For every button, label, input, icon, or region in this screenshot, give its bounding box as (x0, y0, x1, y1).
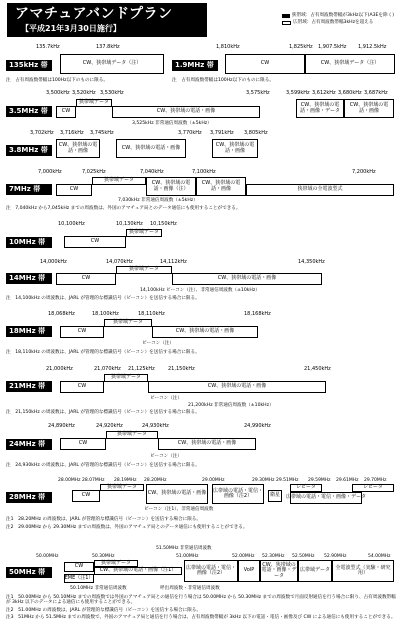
band-note: 注 14,100kHz の周波数は、JARL が管理的な標識信号（ビーコン）を送信する場合に限る。 (6, 296, 200, 301)
freq-label: 7,000kHz (38, 169, 62, 175)
freq-label: 29.61MHz (336, 478, 359, 483)
segment: CW (56, 184, 92, 196)
freq-label: 21,150kHz (168, 366, 195, 372)
segment: CW (56, 273, 116, 285)
segment: CW (60, 438, 106, 450)
freq-label: 29.30MHz (252, 478, 275, 483)
segment: CW (72, 490, 100, 502)
segment: CW (60, 381, 104, 393)
band-label-18mhz: 18MHz 帯 (6, 326, 52, 337)
freq-label: 7,100kHz (192, 169, 216, 175)
segment: 狭帯域データ (104, 319, 152, 327)
freq-label: 18,068kHz (48, 311, 75, 317)
freq-label: 3,575kHz (246, 90, 270, 96)
emergency-label: 3,525kHz 非常通信周波数（±5kHz） (132, 121, 212, 126)
freq-label: 3,612kHz (312, 90, 336, 96)
freq-label: 1,825kHz (289, 44, 313, 50)
segment: CW、狭帯域の電話・画像 (56, 139, 100, 158)
segment: 衛星 (268, 490, 282, 502)
freq-label: 24,930kHz (142, 423, 169, 429)
segment: CW、狭帯域の電話・画像 (152, 326, 258, 338)
freq-label: 14,112kHz (160, 259, 187, 265)
freq-label: 29.51MHz (276, 478, 299, 483)
segment: 狭帯域の全電波型式 (246, 184, 394, 196)
band-label-3-8mhz: 3.8MHz 帯 (6, 145, 52, 156)
freq-label: 7,040kHz (140, 169, 164, 175)
freq-label: 3,745kHz (90, 130, 114, 136)
band-note: 注 占有周波数帯幅は100Hz以下のものに限る。 (6, 78, 108, 83)
segment: 狭帯域データ (76, 99, 112, 107)
beacon-label: ビーコン（注） (142, 341, 174, 346)
freq-label: 24,920kHz (96, 423, 123, 429)
band-note: 注 18,110kHz の周波数は、JARL が管理的な標識信号（ビーコン）を送信する場合に限る。 (6, 350, 200, 355)
segment: CW (64, 236, 126, 248)
band-note: 注3 51MHz から 51.5MHz までの周波数で、外国のアマチュア局と通信を行う場合は、占有周波数帯幅が 3kHz 以下の電話・電信・画像及び CW による通信にも使用することができる。 (6, 615, 396, 620)
segment: 広帯域データ (298, 560, 332, 582)
band-note: 注2 51.00MHz の周波数は、JARL が管理的な標識信号（ビーコン）を送信する場合に限る。 (6, 608, 201, 613)
segment: 広帯域の電話・電信・画像（注2） (212, 484, 264, 504)
segment: レピータ (290, 484, 322, 492)
freq-label: 24,890kHz (48, 423, 75, 429)
freq-label: 7,025kHz (82, 169, 106, 175)
freq-label: 50.30MHz (92, 554, 115, 559)
freq-label: 18,110kHz (138, 311, 165, 317)
segment: 狭帯域データ (104, 374, 148, 382)
segment: 全電波型式（実験・研究用） (332, 560, 394, 582)
band-note: 注1 28.20MHz の周波数は、JARL が管理的な標識信号（ビーコン）を送信する場合に限る。 (6, 517, 201, 522)
band-label-21mhz: 21MHz 帯 (6, 381, 52, 392)
freq-label: 3,520kHz (72, 90, 96, 96)
band-note: 注2 29.00MHz から 29.30MHz までの周波数は、外国のアマチュア局とのデータ通信にも使用することができる。 (6, 525, 248, 530)
segment: CW、狭帯域の電話・画像 (146, 484, 208, 504)
calling-label: 呼出周波数・非常通信周波数 (160, 586, 220, 591)
segment: CW、狭帯域データ（注） (60, 54, 164, 74)
band-label-7mhz: 7MHz 帯 (6, 184, 52, 195)
emergency-label: 7,030kHz 非常通信周波数（±5kHz） (118, 198, 198, 203)
segment: 狭帯域データ (94, 560, 138, 567)
freq-label: 21,125kHz (128, 366, 155, 372)
freq-label: 3,530kHz (100, 90, 124, 96)
freq-label: 3,500kHz (46, 90, 70, 96)
freq-label: 18,100kHz (92, 311, 119, 317)
freq-label: 24,990kHz (244, 423, 271, 429)
freq-label: 3,599kHz (286, 90, 310, 96)
freq-label: 52.00MHz (232, 554, 255, 559)
freq-label: 51.50MHz 非常通信周波数 (156, 546, 212, 551)
segment: CW (64, 562, 94, 572)
band-note: 注 21,150kHz の周波数は、JARL が管理的な標識信号（ビーコン）を送信する場合に限る。 (6, 410, 200, 415)
segment: CW、狭帯域の電話・画像・データ (296, 99, 344, 118)
band-label-24mhz: 24MHz 帯 (6, 439, 52, 450)
freq-label: 21,070kHz (94, 366, 121, 372)
emergency-label: 50.10MHz 非常通信周波数 (70, 586, 127, 591)
segment: CW、狭帯域の電話・画像 (172, 273, 322, 285)
freq-label: 14,070kHz (106, 259, 133, 265)
beacon-label: 14,100kHz ビーコン（注）、非常通信周波数（±10kHz） (140, 288, 260, 293)
segment: CW、狭帯域の電話・画像 (158, 438, 256, 450)
freq-label: 1,907.5kHz (318, 44, 347, 50)
segment: 狭帯域データ (126, 229, 162, 237)
freq-label: 52.50MHz (292, 554, 315, 559)
freq-label: 3,770kHz (178, 130, 202, 136)
legend-swatch-icon (282, 14, 290, 18)
freq-label: 28.19MHz (114, 478, 137, 483)
band-note: 注 24,930kHz の周波数は、JARL が管理的な標識信号（ビーコン）を送信する場合に限る。 (6, 463, 200, 468)
freq-label: 1,810kHz (216, 44, 240, 50)
freq-label: 14,000kHz (40, 259, 67, 265)
segment: レピータ (352, 484, 394, 492)
band-note: 注 占有周波数帯幅は100Hz以下のものに限る。 (172, 78, 274, 83)
freq-label: 28.00MHz (58, 478, 81, 483)
band-label-28mhz: 28MHz 帯 (6, 492, 52, 503)
freq-label: 21,000kHz (46, 366, 73, 372)
band-label-50mhz: 50MHz 帯 (6, 567, 52, 578)
segment: 広帯域の電話・電信・画像・データ (290, 492, 362, 504)
emergency-label: 21,200kHz 非常通信周波数（±10kHz） (188, 403, 274, 408)
segment: 狭帯域データ (100, 484, 144, 491)
freq-label: 29.00MHz (202, 478, 225, 483)
header-banner (7, 3, 207, 37)
freq-label: 14,350kHz (298, 259, 325, 265)
freq-label: 1,912.5kHz (358, 44, 387, 50)
freq-label: 7,200kHz (352, 169, 376, 175)
freq-label: 28.07MHz (82, 478, 105, 483)
freq-label: 3,716kHz (60, 130, 84, 136)
band-label-135khz: 135kHz 帯 (6, 60, 52, 71)
band-label-3-5mhz: 3.5MHz 帯 (6, 106, 52, 117)
page-title: アマチュアバンドプラン (15, 6, 173, 22)
segment: CW、狭帯域データ（注） (305, 54, 395, 74)
freq-label: 135.7kHz (36, 44, 60, 50)
freq-label: 10,130kHz (116, 221, 143, 227)
band-label-1-9mhz: 1.9MHz 帯 (172, 60, 218, 71)
freq-label: 28.20MHz (144, 478, 167, 483)
freq-label: 3,680kHz (338, 90, 362, 96)
freq-label: 29.70MHz (364, 478, 387, 483)
segment: CW、狭帯域の電話・画像 (112, 106, 260, 118)
segment: CW、狭帯域の電話・画像（注） (146, 177, 196, 196)
freq-label: 29.59MHz (308, 478, 331, 483)
segment: 広帯域の電話・電信・画像（注2） (184, 560, 238, 582)
freq-label: 3,687kHz (364, 90, 388, 96)
freq-label: 52.30MHz (262, 554, 285, 559)
freq-label: 3,791kHz (210, 130, 234, 136)
freq-label: 21,450kHz (304, 366, 331, 372)
segment: CW、狭帯域の電話・画像（注1） (94, 567, 182, 575)
segment: CW、狭帯域の電話・画像 (212, 139, 258, 158)
segment: CW (225, 54, 305, 74)
segment: CW、狭帯域の電話・画像 (344, 99, 394, 118)
freq-label: 3,805kHz (244, 130, 268, 136)
segment: 狭帯域データ (106, 431, 158, 439)
freq-label: 54.00MHz (368, 554, 391, 559)
band-label-14mhz: 14MHz 帯 (6, 273, 52, 284)
freq-label: 137.8kHz (96, 44, 120, 50)
beacon-label: ビーコン（注1）、非常通信周波数 (144, 507, 214, 512)
segment: CW (56, 106, 76, 118)
beacon-label: ビーコン（注） (150, 454, 182, 459)
segment: CW、狭帯域の電話・画像 (116, 139, 186, 158)
segment: CW、狭帯域の電話・画像 (148, 381, 326, 393)
legend-item: 広帯域：占有周波数帯幅3kHzを超える (282, 20, 394, 25)
segment: 狭帯域データ (92, 177, 146, 185)
legend-swatch-icon (282, 21, 291, 25)
beacon-label: ビーコン（注） (150, 396, 182, 401)
freq-label: 52.90MHz (324, 554, 347, 559)
segment: 狭帯域データ (116, 266, 172, 274)
segment: CW (60, 326, 104, 338)
band-label-10mhz: 10MHz 帯 (6, 237, 52, 248)
freq-label: 3,702kHz (30, 130, 54, 136)
legend-item: 狭帯域：占有周波数帯幅が3kHz以下(A3Eを除く) (282, 13, 394, 18)
band-note: 注 7,040kHz から7,045kHz までの周波数は、外国のアマチュア局とのデータ通信にも使用することができる。 (6, 206, 241, 211)
freq-label: 10,150kHz (150, 221, 177, 227)
page-subtitle: 【平成21年3月30日施行】 (21, 24, 121, 33)
freq-label: 18,168kHz (244, 311, 271, 317)
freq-label: 50.00MHz (36, 554, 59, 559)
freq-label: 10,100kHz (58, 221, 85, 227)
band-note: 注1 50.00MHz から 50.10MHz までの周波数では外国のアマチュア局との通信を行う場合は 50.00MHz から 50.30MHz までの周波数で月面反射通信を行う場合に限り、占有周波数帯幅が 3kHz 以下のデータによる通信にも使用することができる。 (6, 595, 396, 606)
segment: VoIP (238, 560, 260, 582)
legend (282, 13, 394, 28)
freq-label: 51.00MHz (176, 554, 199, 559)
segment: EME（注1） (64, 574, 94, 583)
segment: CW、狭帯域の電話・画像 (196, 177, 246, 196)
segment: CW、狭帯域の電話・画像・データ (260, 560, 298, 582)
